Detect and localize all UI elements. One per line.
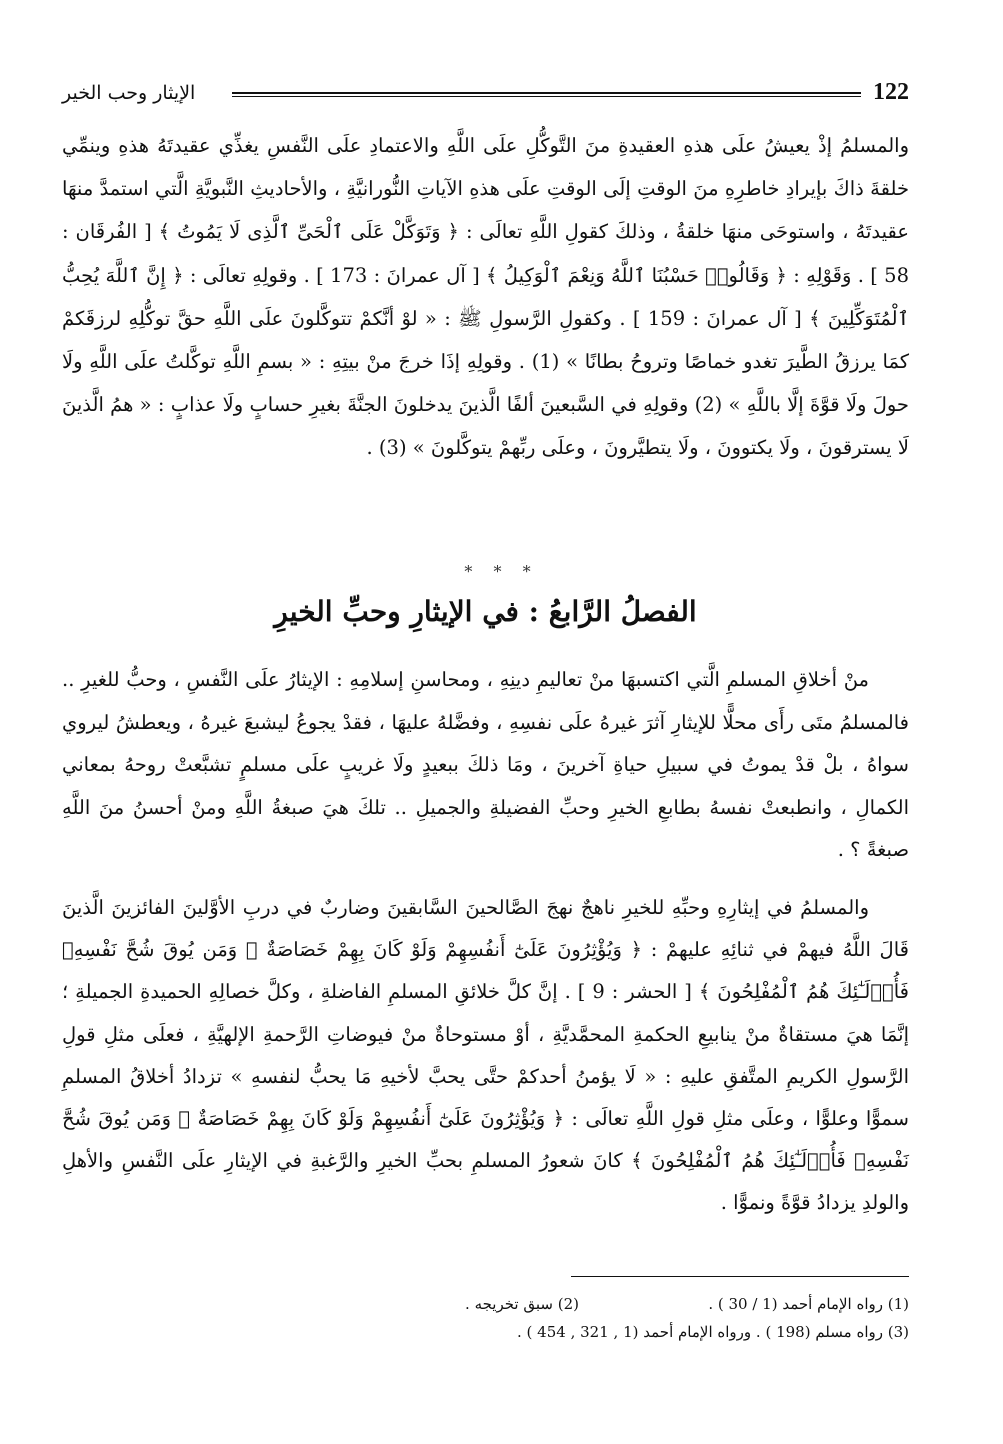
chapter-paragraph-2-block bbox=[62, 887, 909, 1225]
section-1-text bbox=[62, 124, 909, 470]
page-header bbox=[62, 78, 909, 112]
footnote-2: (2) سبق تخريجه . bbox=[465, 1295, 579, 1313]
footnote-separator bbox=[571, 1276, 909, 1277]
header-rule-thin bbox=[232, 96, 861, 97]
footnote-3: (3) رواه مسلم (198 ) . ورواه الإمام أحمد (1 , 321 , 454 ) . bbox=[517, 1323, 909, 1341]
footnote-row-2 bbox=[62, 1318, 909, 1346]
section-separator: * * * bbox=[464, 562, 539, 581]
paragraph-tawakkul: والمسلمُ إذْ يعيشُ علَى هذهِ العقيدةِ منَ التَّوكُّلِ علَى اللَّهِ والاعتمادِ علَى النَّفسِ يغذِّي عقيدتَهُ هذهِ وينمِّي خلقةَ ذاكَ بإيرادِ خاطرِهِ منَ الوقتِ إلَى الوقتِ علَى هذهِ الآياتِ النُّورانيَّةِ ، والأحاديثِ النَّبويَّةِ الَّتي استمدَّ منهَا عقيدتَهُ ، واستوحَى منهَا خلقةُ ، وذلكَ كقولِ اللَّهِ تعالَى : ﴿ وَتَوَكَّلْ عَلَى ٱلْحَىِّ ٱلَّذِى لَا يَمُوتُ ﴾ [ الفُرقَان : 58 ] . وَقَوْلِهِ : ﴿ وَقَالُوا۟ حَسْبُنَا ٱللَّهُ وَنِعْمَ ٱلْوَكِيلُ ﴾ [ آل عمرانَ : 173 ] . وقولِهِ تعالَى : ﴿ إِنَّ ٱللَّهَ يُحِبُّ ٱلْمُتَوَكِّلِينَ ﴾ [ آل عمرانَ : 159 ] . وكقولِ الرَّسولِ ﷺ : « لوْ أنَّكمْ تتوكَّلونَ علَى اللَّهِ حقَّ توكُّلِهِ لرزقَكمْ كمَا يرزقُ الطَّيرَ تغدو خماصًا وتروحُ بطانًا » (1) . وقولِهِ إذَا خرجَ منْ بيتِهِ : « بسمِ اللَّهِ توكَّلتُ علَى اللَّهِ ولَا حولَ ولَا قوَّةَ إلَّا باللَّهِ » (2) وقولِهِ في السَّبعينَ ألفًا الَّذينَ يدخلونَ الجنَّةَ بغيرِ حسابٍ ولَا عذابٍ : « همُ الَّذينَ لَا يسترقونَ ، ولَا يكتوونَ ، ولَا يتطيَّرونَ ، وعلَى ربِّهمْ يتوكَّلونَ » (3) . bbox=[62, 134, 909, 460]
footnote-row-1 bbox=[62, 1290, 909, 1318]
chapter-paragraph-1: منْ أخلاقِ المسلمِ الَّتي اكتسبهَا منْ تعاليمِ دينِهِ ، ومحاسنِ إسلامِهِ : الإيثارُ علَى النَّفسِ ، وحبُّ للغيرِ .. فالمسلمُ متَى رأَى محلًّا للإيثارِ آثرَ غيرهُ علَى نفسِهِ ، وفضَّلهُ عليهَا ، فقدْ يجوعُ ليشبعَ غيرهُ ، ويعطشُ ليروي سواهُ ، بلْ قدْ يموتُ في سبيلِ حياةِ آخرينَ ، ومَا ذلكَ ببعيدٍ ولَا غريبٍ علَى مسلمٍ تشبَّعتْ روحهُ بمعاني الكمالِ ، وانطبعتْ نفسهُ بطابعِ الخيرِ وحبِّ الفضيلةِ والجميلِ .. تلكَ هيَ صبغةُ اللَّهِ ومنْ أحسنُ منَ اللَّهِ صبغةً ؟ . bbox=[62, 668, 909, 862]
running-title: الإيثار وحب الخير bbox=[62, 82, 196, 104]
page-number: 122 bbox=[873, 79, 909, 105]
chapter-title: الفصلُ الرَّابعُ : في الإيثارِ وحبِّ الخيرِ bbox=[274, 595, 697, 628]
footnote-1: (1) رواه الإمام أحمد (1 / 30 ) . bbox=[708, 1295, 909, 1313]
chapter-paragraph-2: والمسلمُ في إيثارِهِ وحبِّهِ للخيرِ ناهجٌ نهجَ الصَّالحينَ السَّابقينَ وضاربٌ في دربِ الأوَّلينَ الفائزينَ الَّذينَ قَالَ اللَّهُ فيهمْ في ثنائِهِ عليهمْ : ﴿ وَيُؤْثِرُونَ عَلَىٰٓ أَنفُسِهِمْ وَلَوْ كَانَ بِهِمْ خَصَاصَةٌ ۚ وَمَن يُوقَ شُحَّ نَفْسِهِۦ فَأُو۟لَـٰٓئِكَ هُمُ ٱلْمُفْلِحُونَ ﴾ [ الحشر : 9 ] . إنَّ كلَّ خلائقِ المسلمِ الفاضلةِ ، وكلَّ خصالِهِ الحميدةِ الجميلةِ ؛ إنَّمَا هيَ مستقاةٌ منْ ينابيعِ الحكمةِ المحمَّديَّةِ ، أوْ مستوحاةٌ منْ فيوضاتِ الرَّحمةِ الإلهيَّةِ ، فعلَى مثلِ قولِ الرَّسولِ الكريمِ المتَّفقِ عليهِ : « لَا يؤمنُ أحدكمْ حتَّى يحبَّ لأخيهِ مَا يحبُّ لنفسهِ » تزدادُ أخلاقُ المسلمِ سموًّا وعلوًّا ، وعلَى مثلِ قولِ اللَّهِ تعالَى : ﴿ وَيُؤْثِرُونَ عَلَىٰٓ أَنفُسِهِمْ وَلَوْ كَانَ بِهِمْ خَصَاصَةٌ ۚ وَمَن يُوقَ شُحَّ نَفْسِهِۦ فَأُو۟لَـٰٓئِكَ هُمُ ٱلْمُفْلِحُونَ ﴾ كانَ شعورُ المسلمِ بحبِّ الخيرِ والرَّغبةِ في الإيثارِ علَى النَّفسِ والأهلِ والولدِ يزدادُ قوَّةً ونموًّا . bbox=[62, 896, 910, 1215]
header-rule bbox=[232, 92, 861, 94]
chapter-paragraph-1-block bbox=[62, 659, 909, 872]
footnotes bbox=[62, 1290, 909, 1346]
